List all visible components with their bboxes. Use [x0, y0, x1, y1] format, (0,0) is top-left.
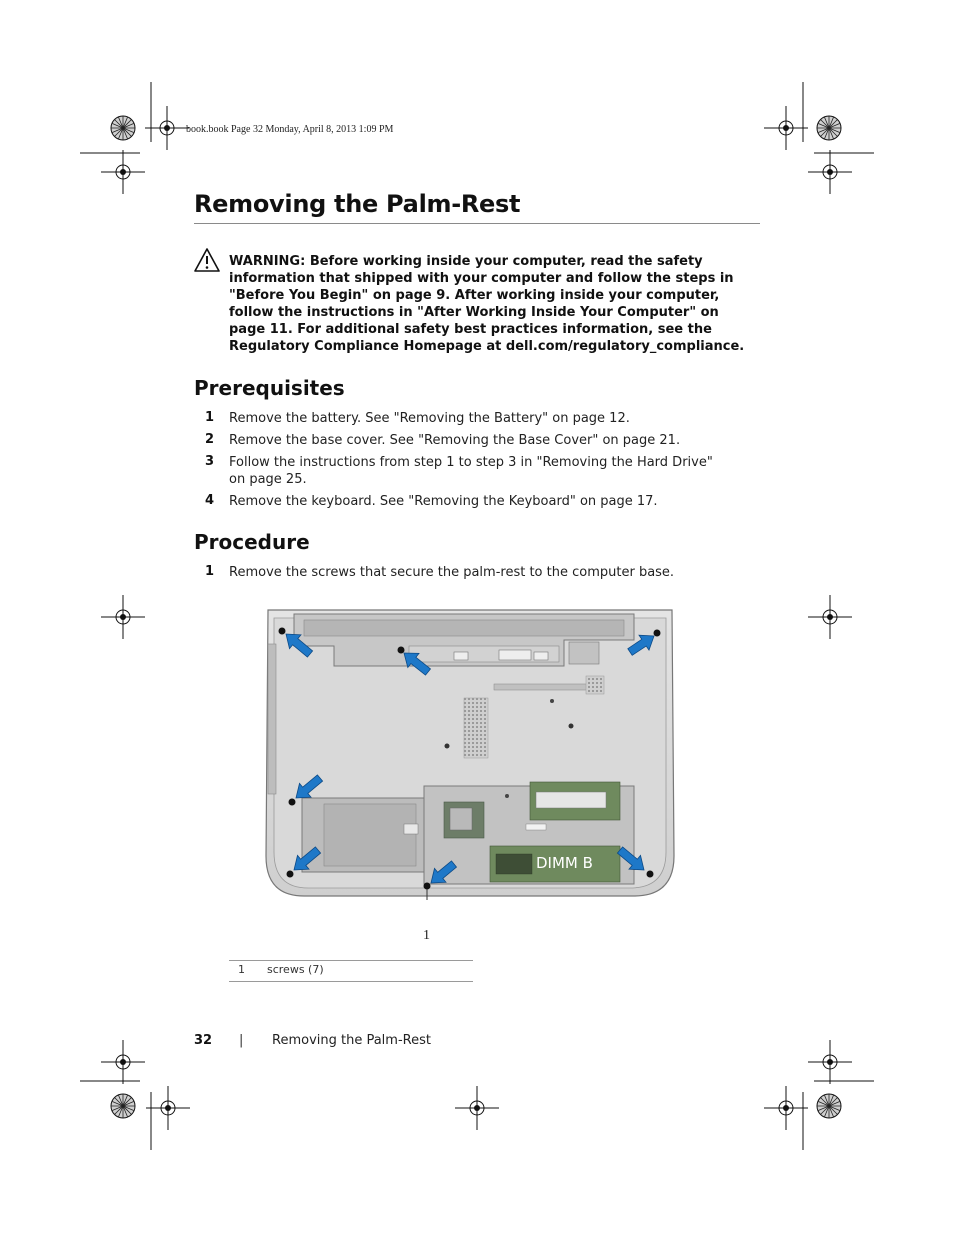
blue-arrow-icon: [431, 861, 457, 883]
prereq-step-number: 1: [205, 410, 215, 425]
prereq-step-number: 3: [205, 454, 215, 469]
blue-arrow-icon: [296, 775, 323, 798]
page-title: Removing the Palm-Rest: [194, 190, 521, 218]
caption-number: 1: [238, 963, 245, 976]
caption-rule: [229, 960, 473, 961]
screw-arrows: [264, 606, 676, 900]
blue-arrow-icon: [628, 635, 654, 655]
blue-arrow-icon: [286, 634, 313, 657]
warning-text: WARNING: Before working inside your computer, read the safety information that shipped with your computer and follow the steps in "Before You Begin" on page 9. After working inside your computer, follow the instructions in "After Working Inside Your Computer" on page 11. For additional safety best practices information, see the Regulatory Compliance Homepage at dell.com/regulatory_compliance.: [229, 254, 745, 354]
procedure-step-number: 1: [205, 564, 215, 579]
procedure-heading: Procedure: [194, 530, 310, 554]
page-number: 32: [194, 1033, 213, 1048]
blue-arrow-icon: [404, 653, 431, 675]
prerequisites-heading: Prerequisites: [194, 376, 345, 400]
caption-text: screws (7): [267, 963, 324, 976]
caption-rule: [229, 981, 473, 982]
prereq-step-text: Follow the instructions from step 1 to step 3 in "Removing the Hard Drive" on page 25.: [229, 455, 713, 487]
title-rule: [194, 223, 760, 224]
footer-section-title: Removing the Palm-Rest: [272, 1033, 431, 1048]
figure-callout-number: 1: [423, 928, 430, 943]
warning-triangle-icon: [194, 247, 220, 273]
prereq-step-number: 4: [205, 493, 215, 508]
prereq-step-text: Remove the keyboard. See "Removing the Keyboard" on page 17.: [229, 494, 658, 509]
footer-separator: |: [239, 1033, 244, 1048]
procedure-step-text: Remove the screws that secure the palm-rest to the computer base.: [229, 565, 675, 580]
slug-line: book.book Page 32 Monday, April 8, 2013 1:09 PM: [186, 124, 394, 135]
blue-arrow-icon: [617, 847, 644, 870]
prereq-step-number: 2: [205, 432, 215, 447]
prereq-step-text: Remove the base cover. See "Removing the Base Cover" on page 21.: [229, 433, 681, 448]
blue-arrow-icon: [294, 847, 321, 870]
prereq-step-text: Remove the battery. See "Removing the Battery" on page 12.: [229, 411, 630, 426]
dimm-b-label: DIMM B: [536, 854, 593, 872]
